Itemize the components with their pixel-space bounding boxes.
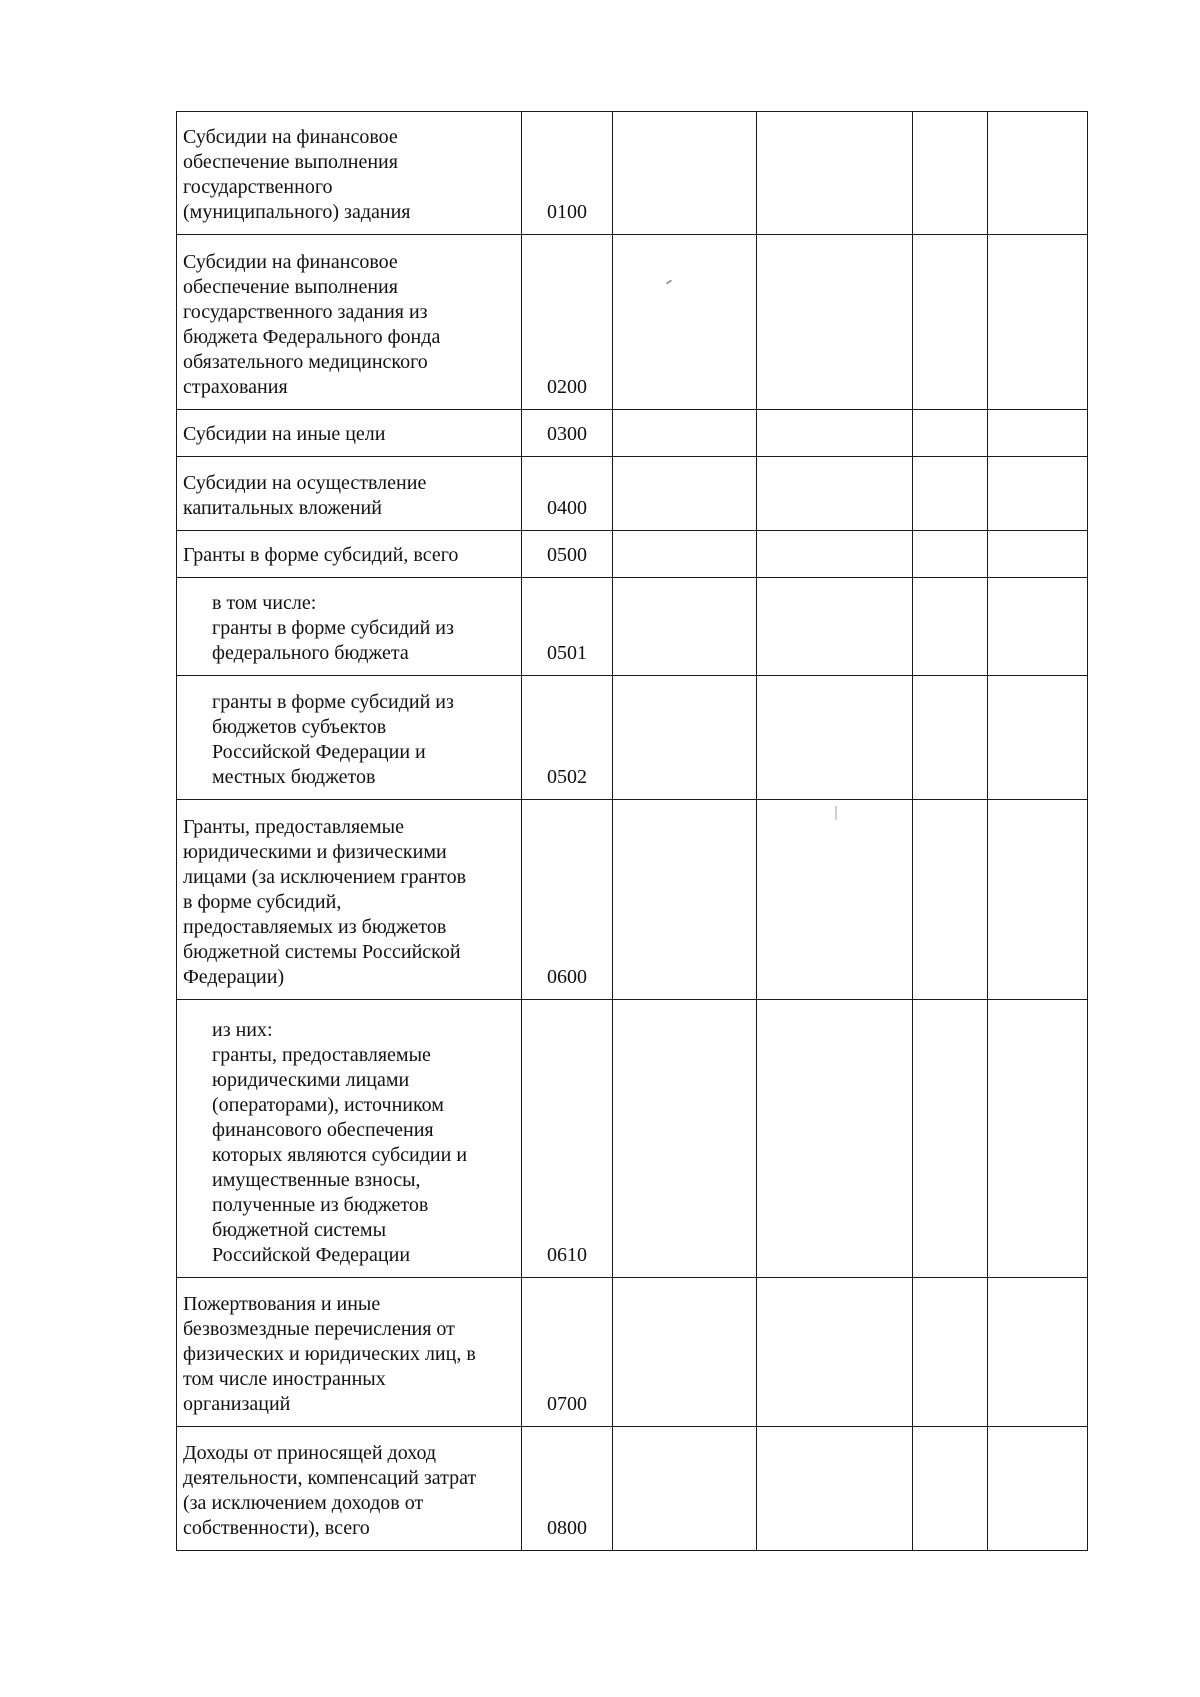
row-name-line: Субсидии на финансовое: [183, 126, 398, 148]
row-name-line: том числе иностранных: [183, 1368, 386, 1390]
table-row: [177, 457, 1088, 531]
empty-value-cell: [757, 457, 913, 531]
empty-value-cell: [988, 531, 1088, 578]
row-name-line: Российской Федерации: [212, 1244, 411, 1266]
row-name-line: Федерации): [183, 966, 285, 988]
table-row: [177, 578, 1088, 676]
empty-value-cell: [913, 531, 988, 578]
empty-value-cell: [988, 457, 1088, 531]
row-name-line: в том числе:: [212, 592, 317, 614]
table-row: [177, 1278, 1088, 1427]
row-code-cell: 0300: [522, 410, 613, 457]
row-name-line: обеспечение выполнения: [183, 151, 398, 173]
row-name-line: предоставляемых из бюджетов: [183, 916, 447, 938]
row-name-line: капитальных вложений: [183, 497, 382, 519]
table-row: [177, 800, 1088, 1000]
table-row: [177, 676, 1088, 800]
empty-value-cell: [613, 457, 757, 531]
row-name-line: (операторами), источником: [212, 1094, 444, 1116]
row-name-cell: [177, 112, 522, 235]
row-code-cell: 0100: [522, 112, 613, 235]
empty-value-cell: [913, 1000, 988, 1278]
row-name-line: обеспечение выполнения: [183, 276, 398, 298]
row-name-line: Российской Федерации и: [212, 741, 426, 763]
table-body: [177, 112, 1088, 1551]
row-name-line: Пожертвования и иные: [183, 1293, 381, 1315]
row-name-line: бюджетов субъектов: [212, 716, 387, 738]
empty-value-cell: [757, 800, 913, 1000]
empty-value-cell: [913, 410, 988, 457]
empty-value-cell: [988, 410, 1088, 457]
empty-value-cell: [613, 578, 757, 676]
empty-value-cell: [913, 578, 988, 676]
empty-value-cell: [913, 676, 988, 800]
row-name-line: юридическими и физическими: [183, 841, 447, 863]
row-code-cell: 0502: [522, 676, 613, 800]
row-name-line: государственного задания из: [183, 301, 428, 323]
row-name-line: обязательного медицинского: [183, 351, 428, 373]
empty-value-cell: [913, 1427, 988, 1551]
row-name-line: бюджетной системы: [212, 1219, 387, 1241]
empty-value-cell: [988, 1000, 1088, 1278]
empty-value-cell: [913, 235, 988, 410]
empty-value-cell: [988, 676, 1088, 800]
empty-value-cell: [757, 1278, 913, 1427]
row-name-line: лицами (за исключением грантов: [183, 866, 467, 888]
empty-value-cell: [613, 235, 757, 410]
scan-speck: [835, 806, 837, 820]
income-table: [176, 111, 1088, 1551]
empty-value-cell: [757, 112, 913, 235]
row-name-line: Доходы от приносящей доход: [183, 1442, 437, 1464]
empty-value-cell: [613, 112, 757, 235]
row-name-cell: [177, 531, 522, 578]
empty-value-cell: [613, 1427, 757, 1551]
row-name-cell: [177, 1000, 522, 1278]
row-code-cell: 0400: [522, 457, 613, 531]
row-name-line: полученные из бюджетов: [212, 1194, 429, 1216]
empty-value-cell: [757, 578, 913, 676]
empty-value-cell: [757, 676, 913, 800]
empty-value-cell: [613, 800, 757, 1000]
empty-value-cell: [913, 800, 988, 1000]
row-name-cell: [177, 457, 522, 531]
row-name-cell: [177, 676, 522, 800]
row-code-cell: 0700: [522, 1278, 613, 1427]
row-code-cell: 0500: [522, 531, 613, 578]
row-name-line: бюджета Федерального фонда: [183, 326, 441, 348]
table-row: [177, 1427, 1088, 1551]
row-name-cell: [177, 1278, 522, 1427]
table-row: [177, 1000, 1088, 1278]
row-name-line: имущественные взносы,: [212, 1169, 421, 1191]
empty-value-cell: [913, 457, 988, 531]
row-name-line: гранты в форме субсидий из: [212, 617, 454, 639]
empty-value-cell: [988, 1427, 1088, 1551]
row-name-line: в форме субсидий,: [183, 891, 342, 913]
row-name-line: юридическими лицами: [212, 1069, 410, 1091]
empty-value-cell: [757, 1427, 913, 1551]
row-code-cell: 0200: [522, 235, 613, 410]
row-name-line: физических и юридических лиц, в: [183, 1343, 476, 1365]
row-name-line: (за исключением доходов от: [183, 1492, 424, 1514]
table-row: [177, 112, 1088, 235]
row-name-line: местных бюджетов: [212, 766, 376, 788]
empty-value-cell: [988, 235, 1088, 410]
row-name-line: (муниципального) задания: [183, 201, 411, 223]
row-name-line: Гранты в форме субсидий, всего: [183, 544, 459, 566]
row-code-cell: 0800: [522, 1427, 613, 1551]
row-name-cell: [177, 1427, 522, 1551]
empty-value-cell: [613, 531, 757, 578]
table-row: [177, 235, 1088, 410]
row-name-cell: [177, 800, 522, 1000]
row-code-cell: 0600: [522, 800, 613, 1000]
empty-value-cell: [988, 800, 1088, 1000]
empty-value-cell: [913, 112, 988, 235]
row-name-line: Субсидии на осуществление: [183, 472, 427, 494]
row-name-cell: [177, 578, 522, 676]
row-name-line: страхования: [183, 376, 288, 398]
table-row: [177, 531, 1088, 578]
row-name-line: Субсидии на иные цели: [183, 423, 386, 445]
row-name-cell: [177, 410, 522, 457]
row-name-line: деятельности, компенсаций затрат: [183, 1467, 477, 1489]
empty-value-cell: [757, 1000, 913, 1278]
empty-value-cell: [757, 235, 913, 410]
row-name-line: федерального бюджета: [212, 642, 409, 664]
row-name-line: государственного: [183, 176, 333, 198]
row-name-line: гранты, предоставляемые: [212, 1044, 431, 1066]
row-code-cell: 0610: [522, 1000, 613, 1278]
row-name-line: из них:: [212, 1019, 273, 1041]
empty-value-cell: [613, 676, 757, 800]
empty-value-cell: [988, 1278, 1088, 1427]
empty-value-cell: [757, 410, 913, 457]
row-name-line: собственности), всего: [183, 1517, 370, 1539]
row-name-line: гранты в форме субсидий из: [212, 691, 454, 713]
empty-value-cell: [613, 1278, 757, 1427]
row-name-line: организаций: [183, 1393, 291, 1415]
empty-value-cell: [988, 578, 1088, 676]
row-name-line: Гранты, предоставляемые: [183, 816, 404, 838]
row-name-line: финансового обеспечения: [212, 1119, 434, 1141]
row-name-line: Субсидии на финансовое: [183, 251, 398, 273]
empty-value-cell: [757, 531, 913, 578]
table-row: [177, 410, 1088, 457]
row-name-line: которых являются субсидии и: [212, 1144, 468, 1166]
empty-value-cell: [613, 1000, 757, 1278]
empty-value-cell: [613, 410, 757, 457]
row-name-cell: [177, 235, 522, 410]
row-name-line: безвозмездные перечисления от: [183, 1318, 455, 1340]
row-code-cell: 0501: [522, 578, 613, 676]
empty-value-cell: [913, 1278, 988, 1427]
empty-value-cell: [988, 112, 1088, 235]
row-name-line: бюджетной системы Российской: [183, 941, 461, 963]
